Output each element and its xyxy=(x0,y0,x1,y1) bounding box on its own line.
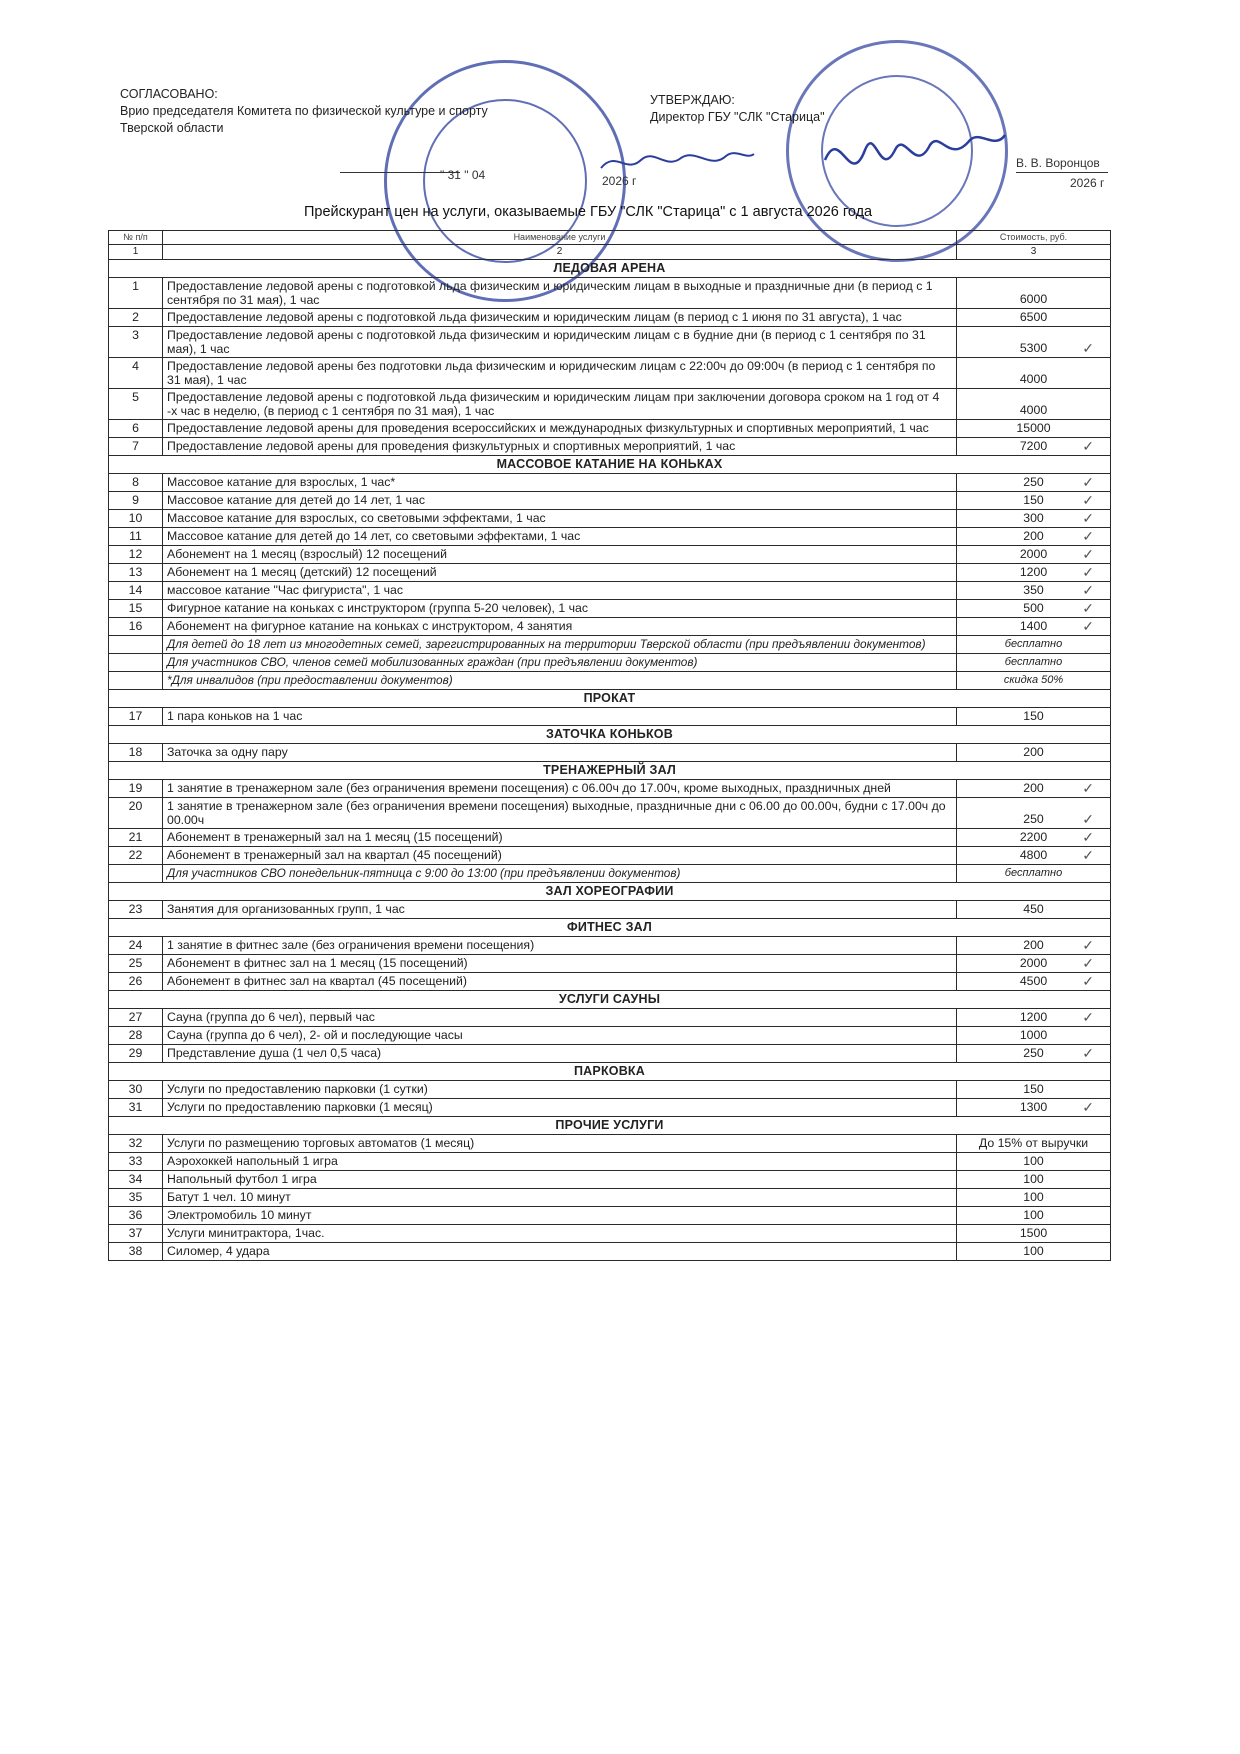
table-row xyxy=(109,1171,1111,1189)
director-position: Директор ГБУ "СЛК "Старица" xyxy=(650,110,825,124)
row-number: 33 xyxy=(109,1153,163,1171)
price-cell xyxy=(957,829,1111,847)
table-row xyxy=(109,1225,1111,1243)
service-name: Абонемент в фитнес зал на квартал (45 посещений) xyxy=(163,973,957,991)
service-name: Силомер, 4 удара xyxy=(163,1243,957,1261)
row-number: 9 xyxy=(109,492,163,510)
price-cell xyxy=(957,937,1111,955)
price-cell xyxy=(957,420,1111,438)
service-name: Массовое катание для взрослых, 1 час* xyxy=(163,474,957,492)
price-cell xyxy=(957,327,1111,358)
check-mark-icon: ✓ xyxy=(1082,546,1094,562)
price-cell xyxy=(957,582,1111,600)
approval-year-left: 2026 г xyxy=(602,174,637,188)
table-row xyxy=(109,1135,1111,1153)
price-cell xyxy=(957,618,1111,636)
service-name: 1 пара коньков на 1 час xyxy=(163,708,957,726)
table-row xyxy=(109,1009,1111,1027)
price-cell xyxy=(957,1099,1111,1117)
price-cell xyxy=(957,492,1111,510)
price-value: 2000 xyxy=(1019,956,1048,970)
check-mark-icon: ✓ xyxy=(1082,973,1094,989)
price-cell xyxy=(957,438,1111,456)
price-value: 200 xyxy=(1023,745,1044,759)
table-row xyxy=(109,582,1111,600)
price-value: 4000 xyxy=(1019,403,1048,417)
price-value: скидка 50% xyxy=(1003,674,1064,686)
note-row xyxy=(109,672,1111,690)
table-row xyxy=(109,901,1111,919)
row-number: 35 xyxy=(109,1189,163,1207)
table-row xyxy=(109,358,1111,389)
price-value: 200 xyxy=(1023,938,1044,952)
table-row xyxy=(109,1189,1111,1207)
price-value: 150 xyxy=(1023,709,1044,723)
price-cell xyxy=(957,798,1111,829)
service-name: массовое катание "Час фигуриста", 1 час xyxy=(163,582,957,600)
price-cell xyxy=(957,744,1111,762)
price-value: 150 xyxy=(1023,493,1044,507)
price-cell xyxy=(957,564,1111,582)
row-number: 25 xyxy=(109,955,163,973)
service-name: Услуги по предоставлению парковки (1 сутки) xyxy=(163,1081,957,1099)
table-row xyxy=(109,1099,1111,1117)
table-row xyxy=(109,937,1111,955)
section-header-row xyxy=(109,690,1111,708)
row-number: 5 xyxy=(109,389,163,420)
price-value: 2000 xyxy=(1019,547,1048,561)
row-number: 11 xyxy=(109,528,163,546)
service-name: 1 занятие в тренажерном зале (без ограничения времени посещения) выходные, праздничные дни с 06.00 до 00.00ч, будни с 17.00ч до 00.00ч xyxy=(163,798,957,829)
approval-position: Врио председателя Комитета по физической культуре и спорту xyxy=(120,104,488,118)
price-value: 250 xyxy=(1023,1046,1044,1060)
price-table xyxy=(108,230,1111,1261)
service-name: Предоставление ледовой арены с подготовкой льда физическим и юридическим лицам в выходные и праздничные дни (в период с 1 сентября по 31 мая), 1 час xyxy=(163,278,957,309)
approval-year-right: 2026 г xyxy=(1070,176,1105,190)
price-value: 1500 xyxy=(1019,1226,1048,1240)
row-number: 7 xyxy=(109,438,163,456)
service-name: Услуги минитрактора, 1час. xyxy=(163,1225,957,1243)
price-value: 100 xyxy=(1023,1172,1044,1186)
table-row xyxy=(109,564,1111,582)
price-value: бесплатно xyxy=(1004,867,1063,879)
price-value: 100 xyxy=(1023,1154,1044,1168)
table-row xyxy=(109,1207,1111,1225)
check-mark-icon: ✓ xyxy=(1082,600,1094,616)
row-number: 38 xyxy=(109,1243,163,1261)
section-header-row xyxy=(109,762,1111,780)
service-name: Предоставление ледовой арены с подготовкой льда физическим и юридическим лицам (в период с 1 июня по 31 августа), 1 час xyxy=(163,309,957,327)
price-cell xyxy=(957,1045,1111,1063)
price-cell xyxy=(957,1135,1111,1153)
row-number: 30 xyxy=(109,1081,163,1099)
price-value: 1000 xyxy=(1019,1028,1048,1042)
row-number: 14 xyxy=(109,582,163,600)
row-number: 13 xyxy=(109,564,163,582)
row-number: 16 xyxy=(109,618,163,636)
section-title: ТРЕНАЖЕРНЫЙ ЗАЛ xyxy=(109,762,1111,780)
section-title: ЗАЛ ХОРЕОГРАФИИ xyxy=(109,883,1111,901)
price-value: 250 xyxy=(1023,812,1044,826)
approve-heading: УТВЕРЖДАЮ: xyxy=(650,93,735,107)
price-value: 7200 xyxy=(1019,439,1048,453)
table-row xyxy=(109,510,1111,528)
check-mark-icon: ✓ xyxy=(1082,492,1094,508)
service-name: Массовое катание для детей до 14 лет, 1 час xyxy=(163,492,957,510)
table-row xyxy=(109,955,1111,973)
section-header-row xyxy=(109,726,1111,744)
column-index-price: 3 xyxy=(957,245,1111,260)
price-cell xyxy=(957,1171,1111,1189)
check-mark-icon: ✓ xyxy=(1082,1045,1094,1061)
service-name: Предоставление ледовой арены для проведения всероссийских и международных физкультурных и спортивных мероприятий, 1 час xyxy=(163,420,957,438)
check-mark-icon: ✓ xyxy=(1082,340,1094,356)
service-name: Предоставление ледовой арены без подготовки льда физическим и юридическим лицам с 22:00ч до 09:00ч (в период с 1 сентября по 31 мая), 1 час xyxy=(163,358,957,389)
price-cell xyxy=(957,1189,1111,1207)
price-value: 1200 xyxy=(1019,1010,1048,1024)
table-row xyxy=(109,309,1111,327)
row-number: 12 xyxy=(109,546,163,564)
section-header-row xyxy=(109,260,1111,278)
service-name: 1 занятие в тренажерном зале (без ограничения времени посещения) с 06.00ч до 17.00ч, кроме выходных, праздничных дней xyxy=(163,780,957,798)
section-header-row xyxy=(109,1117,1111,1135)
service-name: Сауна (группа до 6 чел), 2- ой и последующие часы xyxy=(163,1027,957,1045)
price-cell xyxy=(957,672,1111,690)
table-header-row xyxy=(109,231,1111,245)
section-header-row xyxy=(109,456,1111,474)
row-number: 4 xyxy=(109,358,163,389)
approval-block-left xyxy=(120,86,488,137)
price-value: 2200 xyxy=(1019,830,1048,844)
column-header-price: Стоимость, руб. xyxy=(957,231,1111,245)
price-cell xyxy=(957,901,1111,919)
price-cell xyxy=(957,600,1111,618)
service-name: Услуги по предоставлению парковки (1 месяц) xyxy=(163,1099,957,1117)
service-name: Батут 1 чел. 10 минут xyxy=(163,1189,957,1207)
table-row xyxy=(109,1153,1111,1171)
check-mark-icon: ✓ xyxy=(1082,438,1094,454)
price-cell xyxy=(957,1207,1111,1225)
price-cell xyxy=(957,1009,1111,1027)
section-header-row xyxy=(109,991,1111,1009)
row-number: 10 xyxy=(109,510,163,528)
note-row xyxy=(109,636,1111,654)
price-cell xyxy=(957,510,1111,528)
service-name: 1 занятие в фитнес зале (без ограничения времени посещения) xyxy=(163,937,957,955)
table-row xyxy=(109,546,1111,564)
price-value: бесплатно xyxy=(1004,656,1063,668)
price-cell xyxy=(957,636,1111,654)
price-value: 15000 xyxy=(1016,421,1051,435)
row-number: 3 xyxy=(109,327,163,358)
price-cell xyxy=(957,955,1111,973)
price-value: 100 xyxy=(1023,1208,1044,1222)
row-number: 6 xyxy=(109,420,163,438)
approval-region: Тверской области xyxy=(120,121,224,135)
section-title: МАССОВОЕ КАТАНИЕ НА КОНЬКАХ xyxy=(109,456,1111,474)
table-row xyxy=(109,798,1111,829)
price-cell xyxy=(957,708,1111,726)
table-row xyxy=(109,438,1111,456)
service-name: Заточка за одну пару xyxy=(163,744,957,762)
check-mark-icon: ✓ xyxy=(1082,618,1094,634)
table-row xyxy=(109,1045,1111,1063)
price-value: 300 xyxy=(1023,511,1044,525)
price-cell xyxy=(957,474,1111,492)
price-value: 100 xyxy=(1023,1244,1044,1258)
service-name: Предоставление ледовой арены с подготовкой льда физическим и юридическим лицам при заключении договора сроком на 1 год от 4 -х час в неделю, (в период с 1 сентября по 31 мая), 1 час xyxy=(163,389,957,420)
price-value: 6500 xyxy=(1019,310,1048,324)
document-title: Прейскурант цен на услуги, оказываемые ГБУ "СЛК "Старица" с 1 августа 2026 года xyxy=(304,204,873,220)
table-row xyxy=(109,528,1111,546)
price-value: 1300 xyxy=(1019,1100,1048,1114)
section-title: ПРОЧИЕ УСЛУГИ xyxy=(109,1117,1111,1135)
table-row xyxy=(109,600,1111,618)
table-row xyxy=(109,492,1111,510)
row-number: 32 xyxy=(109,1135,163,1153)
check-mark-icon: ✓ xyxy=(1082,510,1094,526)
row-number: 19 xyxy=(109,780,163,798)
approval-block-right xyxy=(650,92,950,126)
service-name: Абонемент на 1 месяц (детский) 12 посещений xyxy=(163,564,957,582)
row-number: 20 xyxy=(109,798,163,829)
service-name: Массовое катание для взрослых, со световыми эффектами, 1 час xyxy=(163,510,957,528)
table-row xyxy=(109,847,1111,865)
row-number xyxy=(109,672,163,690)
row-number: 31 xyxy=(109,1099,163,1117)
check-mark-icon: ✓ xyxy=(1082,811,1094,827)
check-mark-icon: ✓ xyxy=(1082,829,1094,845)
service-name: Абонемент на 1 месяц (взрослый) 12 посещений xyxy=(163,546,957,564)
table-row xyxy=(109,327,1111,358)
service-name: Для участников СВО понедельник-пятница с 9:00 до 13:00 (при предъявлении документов) xyxy=(163,865,957,883)
price-cell xyxy=(957,865,1111,883)
price-cell xyxy=(957,546,1111,564)
check-mark-icon: ✓ xyxy=(1082,780,1094,796)
price-value: 1400 xyxy=(1019,619,1048,633)
service-name: Абонемент в фитнес зал на 1 месяц (15 посещений) xyxy=(163,955,957,973)
check-mark-icon: ✓ xyxy=(1082,847,1094,863)
service-name: Фигурное катание на коньках с инструктором (группа 5-20 человек), 1 час xyxy=(163,600,957,618)
row-number xyxy=(109,865,163,883)
director-signature-icon xyxy=(820,120,1010,190)
service-name: Предоставление ледовой арены для проведения физкультурных и спортивных мероприятий, 1 час xyxy=(163,438,957,456)
section-header-row xyxy=(109,919,1111,937)
price-cell xyxy=(957,1225,1111,1243)
price-cell xyxy=(957,1243,1111,1261)
section-title: ЗАТОЧКА КОНЬКОВ xyxy=(109,726,1111,744)
column-header-service: Наименование услуги xyxy=(163,231,957,245)
section-header-row xyxy=(109,1063,1111,1081)
service-name: Абонемент в тренажерный зал на квартал (45 посещений) xyxy=(163,847,957,865)
table-row xyxy=(109,744,1111,762)
table-row xyxy=(109,829,1111,847)
service-name: Электромобиль 10 минут xyxy=(163,1207,957,1225)
row-number: 29 xyxy=(109,1045,163,1063)
service-name: Предоставление ледовой арены с подготовкой льда физическим и юридическим лицам с в будние дни (в период с 1 сентября по 31 мая), 1 час xyxy=(163,327,957,358)
check-mark-icon: ✓ xyxy=(1082,474,1094,490)
row-number: 18 xyxy=(109,744,163,762)
service-name: Представление душа (1 чел 0,5 часа) xyxy=(163,1045,957,1063)
row-number: 17 xyxy=(109,708,163,726)
price-cell xyxy=(957,973,1111,991)
service-name: Для детей до 18 лет из многодетных семей, зарегистрированных на территории Тверской области (при предъявлении документов) xyxy=(163,636,957,654)
service-name: Абонемент в тренажерный зал на 1 месяц (15 посещений) xyxy=(163,829,957,847)
approval-date: " 31 " 04 xyxy=(440,168,486,182)
director-name: В. В. Воронцов xyxy=(1016,156,1100,170)
price-value: 200 xyxy=(1023,781,1044,795)
service-name: Сауна (группа до 6 чел), первый час xyxy=(163,1009,957,1027)
check-mark-icon: ✓ xyxy=(1082,528,1094,544)
price-value: 450 xyxy=(1023,902,1044,916)
table-row xyxy=(109,1243,1111,1261)
price-value: 5300 xyxy=(1019,341,1048,355)
row-number: 36 xyxy=(109,1207,163,1225)
price-value: 250 xyxy=(1023,475,1044,489)
row-number xyxy=(109,636,163,654)
row-number: 15 xyxy=(109,600,163,618)
section-title: ПРОКАТ xyxy=(109,690,1111,708)
price-value: 200 xyxy=(1023,529,1044,543)
price-cell xyxy=(957,358,1111,389)
table-row xyxy=(109,780,1111,798)
table-row xyxy=(109,708,1111,726)
table-row xyxy=(109,1027,1111,1045)
service-name: Услуги по размещению торговых автоматов (1 месяц) xyxy=(163,1135,957,1153)
table-row xyxy=(109,474,1111,492)
section-title: ЛЕДОВАЯ АРЕНА xyxy=(109,260,1111,278)
column-index-service: 2 xyxy=(163,245,957,260)
price-cell xyxy=(957,1081,1111,1099)
check-mark-icon: ✓ xyxy=(1082,955,1094,971)
price-value: 4800 xyxy=(1019,848,1048,862)
column-index-row xyxy=(109,245,1111,260)
row-number: 21 xyxy=(109,829,163,847)
check-mark-icon: ✓ xyxy=(1082,564,1094,580)
price-cell xyxy=(957,528,1111,546)
column-index-num: 1 xyxy=(109,245,163,260)
row-number: 24 xyxy=(109,937,163,955)
price-value: 4000 xyxy=(1019,372,1048,386)
row-number: 26 xyxy=(109,973,163,991)
price-value: 150 xyxy=(1023,1082,1044,1096)
table-row xyxy=(109,618,1111,636)
check-mark-icon: ✓ xyxy=(1082,1099,1094,1115)
section-title: ФИТНЕС ЗАЛ xyxy=(109,919,1111,937)
price-cell xyxy=(957,847,1111,865)
row-number xyxy=(109,654,163,672)
check-mark-icon: ✓ xyxy=(1082,937,1094,953)
row-number: 1 xyxy=(109,278,163,309)
price-cell xyxy=(957,654,1111,672)
row-number: 22 xyxy=(109,847,163,865)
price-value: До 15% от выручки xyxy=(978,1136,1089,1150)
service-name: Напольный футбол 1 игра xyxy=(163,1171,957,1189)
price-value: бесплатно xyxy=(1004,638,1063,650)
section-header-row xyxy=(109,883,1111,901)
row-number: 8 xyxy=(109,474,163,492)
row-number: 23 xyxy=(109,901,163,919)
price-cell xyxy=(957,309,1111,327)
service-name: *Для инвалидов (при предоставлении документов) xyxy=(163,672,957,690)
table-row xyxy=(109,973,1111,991)
service-name: Занятия для организованных групп, 1 час xyxy=(163,901,957,919)
row-number: 2 xyxy=(109,309,163,327)
table-row xyxy=(109,389,1111,420)
price-value: 1200 xyxy=(1019,565,1048,579)
price-value: 100 xyxy=(1023,1190,1044,1204)
note-row xyxy=(109,654,1111,672)
service-name: Массовое катание для детей до 14 лет, со световыми эффектами, 1 час xyxy=(163,528,957,546)
price-cell xyxy=(957,1027,1111,1045)
row-number: 27 xyxy=(109,1009,163,1027)
section-title: УСЛУГИ САУНЫ xyxy=(109,991,1111,1009)
price-cell xyxy=(957,1153,1111,1171)
service-name: Аэрохоккей напольный 1 игра xyxy=(163,1153,957,1171)
check-mark-icon: ✓ xyxy=(1082,582,1094,598)
price-cell xyxy=(957,780,1111,798)
table-row xyxy=(109,1081,1111,1099)
service-name: Абонемент на фигурное катание на коньках с инструктором, 4 занятия xyxy=(163,618,957,636)
note-row xyxy=(109,865,1111,883)
signature-line-right xyxy=(1016,172,1108,173)
row-number: 34 xyxy=(109,1171,163,1189)
table-row xyxy=(109,420,1111,438)
service-name: Для участников СВО, членов семей мобилизованных граждан (при предъявлении документов) xyxy=(163,654,957,672)
row-number: 28 xyxy=(109,1027,163,1045)
table-row xyxy=(109,278,1111,309)
price-value: 4500 xyxy=(1019,974,1048,988)
row-number: 37 xyxy=(109,1225,163,1243)
price-cell xyxy=(957,278,1111,309)
section-title: ПАРКОВКА xyxy=(109,1063,1111,1081)
price-value: 6000 xyxy=(1019,292,1048,306)
approval-heading: СОГЛАСОВАНО: xyxy=(120,87,218,101)
column-header-num: № п/п xyxy=(109,231,163,245)
price-value: 350 xyxy=(1023,583,1044,597)
price-value: 500 xyxy=(1023,601,1044,615)
check-mark-icon: ✓ xyxy=(1082,1009,1094,1025)
price-cell xyxy=(957,389,1111,420)
